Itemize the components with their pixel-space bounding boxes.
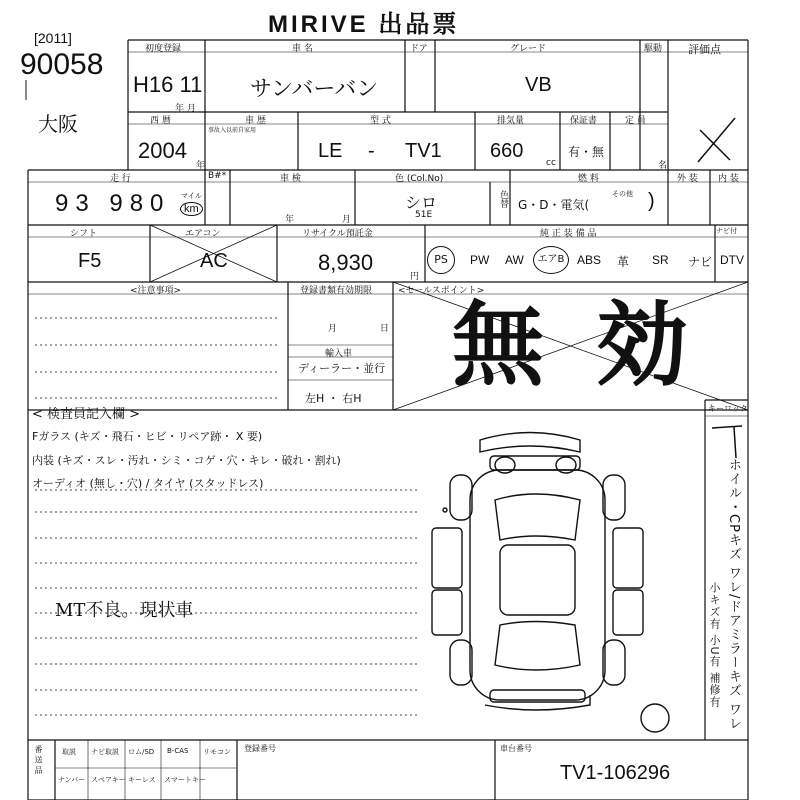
interior-label: 内 装 [718, 174, 739, 184]
mileage-label: 走 行 [110, 174, 131, 184]
meter-label: B#* [208, 171, 227, 181]
year-label: 西 暦 [150, 116, 171, 126]
equip-sr: SR [652, 253, 669, 267]
model-prefix: LE [318, 140, 343, 162]
equip-leather: 革 [617, 255, 630, 269]
sales-label: <セールスポイント> [398, 286, 485, 296]
inspection-label: 車 検 [280, 174, 301, 184]
void-stamp: 無 効 [452, 291, 699, 399]
form-title: MIRIVE 出品票 [268, 11, 460, 38]
mileage-value: 93 980 [55, 190, 171, 217]
equip-ps: PS [427, 246, 455, 274]
fuel-close: ) [648, 190, 655, 212]
door-label: ドア [410, 44, 428, 54]
recycle-label: リサイクル預託金 [302, 229, 373, 239]
score-label: 評価点 [688, 43, 721, 56]
footer-rom-sd: ロム/SD [128, 748, 155, 756]
model-code: TV1 [405, 140, 442, 162]
color-value: シロ [405, 193, 438, 212]
handle-label: 左H ・ 右H [305, 392, 362, 405]
year-tag: [2011] [34, 30, 72, 46]
venue-label: 大阪 [38, 114, 78, 136]
deadline-md: 月 日 [328, 324, 389, 334]
footer-manual: 取説 [62, 748, 76, 756]
history-note: 事故入以前自家用 [208, 127, 257, 134]
inspector-line-glass: Fガラス (キズ・飛石・ヒビ・リペア跡・ X 要) [32, 430, 263, 443]
inspector-line-interior: 内装 (キズ・スレ・汚れ・シミ・コゲ・穴・キレ・破れ・割れ) [32, 454, 341, 467]
equip-airbag: エアB [533, 246, 569, 274]
keylock-legend-sub: 小キズ有 小U有 補修有 [708, 582, 721, 709]
grade-value: VB [525, 74, 552, 96]
inspector-title: < 検査員記入欄 > [32, 407, 141, 422]
fuel-other: その他 [612, 190, 633, 198]
reg-year-month: 年 月 [175, 104, 196, 114]
tv-label: ナビ付 [716, 227, 737, 235]
year-unit: 年 [196, 161, 206, 171]
model-label: 型 式 [370, 116, 391, 126]
shift-label: シフト [70, 229, 98, 239]
recycle-unit: 円 [410, 272, 420, 282]
recycle-value: 8,930 [318, 250, 374, 275]
reg-value: H16 11 [133, 72, 203, 97]
footer-send-label: 番 送 品 [34, 745, 43, 775]
color-change: 色替 [498, 190, 508, 208]
year-value: 2004 [138, 138, 187, 163]
history-label: 車 歴 [245, 116, 266, 126]
reg-label: 初度登録 [145, 44, 182, 54]
dealer-label: ディーラー・並行 [298, 362, 386, 375]
notes-label: <注意事項> [130, 286, 182, 296]
ac-value: AC [200, 250, 228, 272]
equip-dtv: DTV [720, 253, 744, 267]
footer-smart-key: スマートキー [164, 776, 206, 784]
fuel-label: 燃 料 [578, 174, 599, 184]
car-name: サンバーバン [250, 77, 379, 102]
equip-navi: ナビ [688, 255, 713, 269]
footer-remote: リモコン [203, 748, 231, 756]
deadline-label: 登録書類有効期限 [300, 286, 373, 296]
footer-plate: ナンバー [58, 776, 86, 784]
lot-number: 90058 [20, 48, 104, 81]
reg-number-label: 登録番号 [244, 744, 276, 753]
cc-value: 660 [490, 140, 524, 162]
inspector-line-audio: オーディオ (無し・穴) / タイヤ (スタッドレス) [32, 477, 264, 490]
equip-label: 純 正 装 備 品 [540, 229, 597, 239]
chassis-label: 車台番号 [500, 744, 532, 753]
grade-label: グレード [510, 44, 547, 54]
footer-keyless: キーレス [128, 776, 156, 784]
chassis-value: TV1-106296 [560, 762, 671, 784]
footer-navi-manual: ナビ取説 [91, 748, 119, 756]
warranty-label: 保証書 [570, 116, 598, 126]
cc-unit: cc [546, 158, 556, 168]
shift-value: F5 [78, 250, 102, 272]
ac-label: エアコン [185, 229, 221, 239]
keylock-legend-main: ホイル・CPキズ ワレ/ドアミラーキズ ワレ [726, 458, 741, 731]
model-dash: - [368, 140, 375, 162]
warranty-value: 有・無 [568, 145, 605, 159]
capacity-unit: 名 [658, 161, 668, 171]
capacity-label: 定 員 [625, 116, 646, 126]
color-label: 色 (Col.No) [395, 174, 444, 184]
mileage-unit-km: km [180, 202, 203, 216]
keylock-label: キーロック [708, 404, 748, 413]
cc-label: 排気量 [497, 116, 525, 126]
car-name-label: 車 名 [292, 44, 313, 54]
footer-bcas: B-CAS [167, 747, 189, 755]
inspector-handwritten: MT不良。現状車 [55, 600, 194, 621]
footer-spare-key: スペアキー [91, 776, 126, 784]
equip-pw: PW [470, 253, 490, 267]
import-label: 輸入車 [325, 349, 353, 359]
color-code: 51E [415, 210, 433, 220]
mileage-unit-mile: マイル [181, 192, 202, 200]
equip-aw: AW [505, 253, 524, 267]
exterior-label: 外 装 [677, 174, 698, 184]
equip-abs: ABS [577, 253, 602, 267]
car-diagram [432, 433, 669, 733]
inspection-date: 年 月 [285, 215, 351, 225]
fuel-value: G・D・電気( [518, 198, 590, 212]
drive-label: 駆動 [644, 44, 663, 54]
